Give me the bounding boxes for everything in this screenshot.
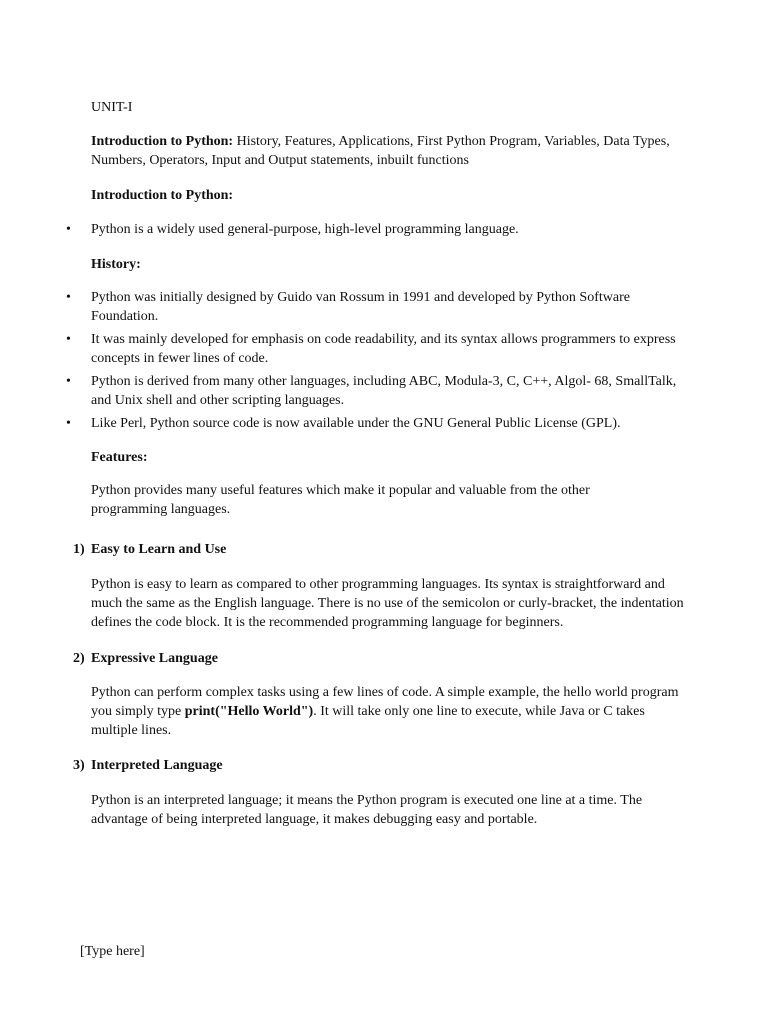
bullet-icon: • bbox=[66, 290, 71, 305]
history-bullet: Python is derived from many other languages, including ABC, Modula-3, C, C++, Algol- 68, SmallTalk, and Unix shell and other scripting languages. bbox=[91, 374, 677, 408]
feature-text: Python is easy to learn as compared to other programming languages. Its syntax is straightforward and much the same as the English language. There is no use of the semicolon or curly-bracket, the indentation defines the code block. It is the recommended programming language for beginners. bbox=[91, 577, 684, 630]
history-bullet: Like Perl, Python source code is now available under the GNU General Public License (GPL). bbox=[91, 416, 621, 431]
feature-title: Interpreted Language bbox=[91, 758, 223, 773]
intro-summary-text: History, Features, Applications, First Python Program, Variables, Data Types, Numbers, Operators, Input and Output statements, inbuilt functions bbox=[91, 134, 670, 168]
feature-number: 1) bbox=[73, 542, 85, 557]
feature-number: 3) bbox=[73, 758, 85, 773]
feature-text-after: . It will take only one line to execute, while Java or C takes multiple lines. bbox=[91, 704, 645, 738]
bullet-icon: • bbox=[66, 416, 71, 431]
bullet-icon: • bbox=[66, 374, 71, 389]
intro-heading: Introduction to Python: bbox=[91, 188, 234, 203]
features-intro: Python provides many useful features which make it popular and valuable from the other programming languages. bbox=[91, 483, 590, 517]
feature-text bbox=[91, 683, 691, 740]
intro-summary-label: Introduction to Python: bbox=[91, 134, 234, 149]
features-heading: Features: bbox=[91, 450, 148, 465]
history-bullet: It was mainly developed for emphasis on code readability, and its syntax allows programmers to express concepts in fewer lines of code. bbox=[91, 332, 676, 366]
history-bullet: Python was initially designed by Guido van Rossum in 1991 and developed by Python Software Foundation. bbox=[91, 290, 630, 324]
feature-number: 2) bbox=[73, 651, 85, 666]
bullet-icon: • bbox=[66, 332, 71, 347]
intro-bullet: Python is a widely used general-purpose, high-level programming language. bbox=[91, 222, 519, 237]
feature-text-before: Python can perform complex tasks using a few lines of code. A simple example, the hello world program you simply type bbox=[91, 685, 679, 719]
bullet-icon: • bbox=[66, 222, 71, 237]
feature-title: Expressive Language bbox=[91, 651, 218, 666]
page-footer: [Type here] bbox=[80, 944, 145, 959]
intro-summary bbox=[91, 132, 681, 170]
feature-title: Easy to Learn and Use bbox=[91, 542, 227, 557]
history-heading: History: bbox=[91, 257, 141, 272]
code-snippet: print("Hello World") bbox=[184, 704, 314, 719]
unit-title: UNIT-I bbox=[91, 100, 133, 115]
feature-text: Python is an interpreted language; it means the Python program is executed one line at a time. The advantage of being interpreted language, it makes debugging easy and portable. bbox=[91, 793, 643, 827]
